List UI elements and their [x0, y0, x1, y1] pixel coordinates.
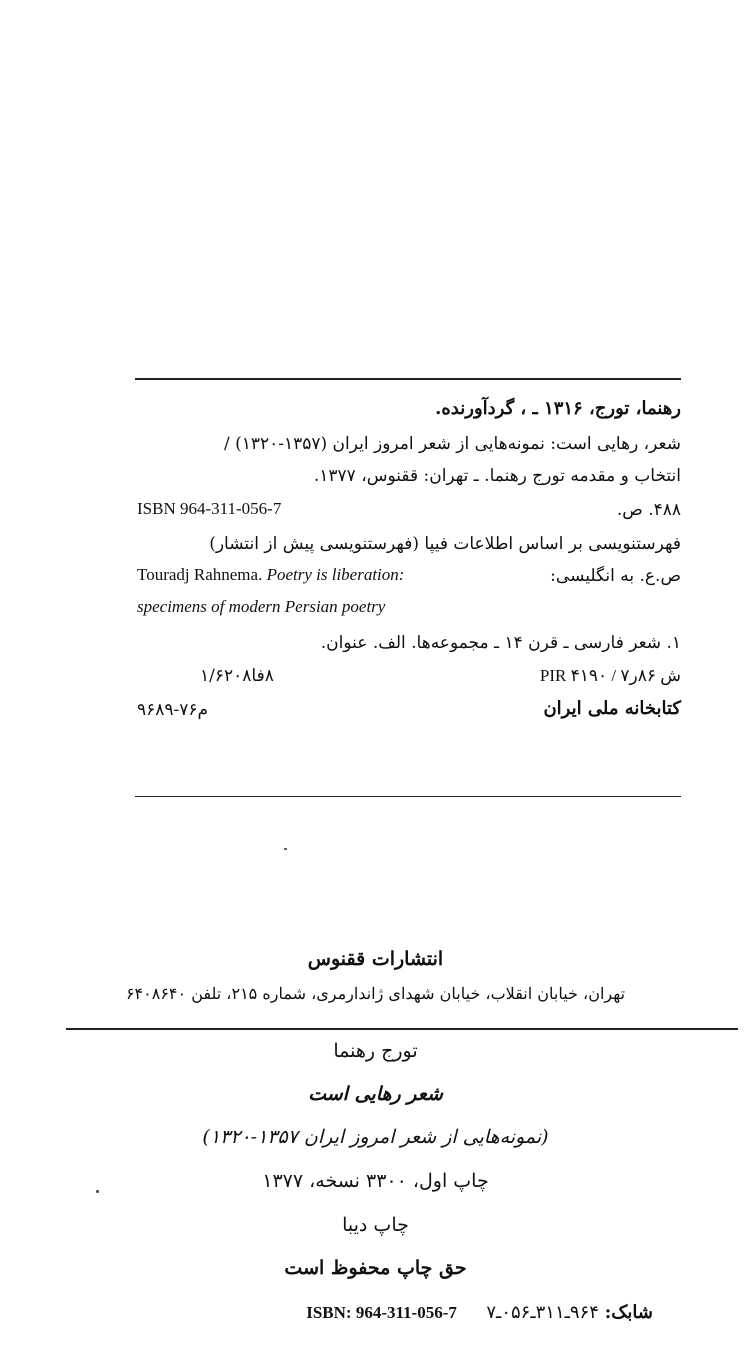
catalog-pages: ۴۸۸. ص.: [616, 500, 681, 520]
catalog-isbn: ISBN 964-311-056-7: [137, 499, 282, 518]
publisher-name: انتشارات ققنوس: [307, 948, 444, 970]
imprint-rights: حق چاپ محفوظ است: [284, 1257, 467, 1279]
imprint-shabak-label: شابک:: [604, 1302, 653, 1323]
catalog-english-title-line: [137, 565, 404, 585]
catalog-class-right: PIR ۴۱۹۰ / ۷ش ۸۶ر: [539, 666, 681, 685]
english-title-plain: Touradj Rahnema.: [137, 565, 263, 584]
imprint-printer: چاپ دیبا: [342, 1214, 409, 1236]
imprint-subtitle: (نمونه‌هایی از شعر امروز ایران ۱۳۵۷-۱۳۲۰): [202, 1126, 549, 1148]
imprint-title: شعر رهایی است: [308, 1083, 443, 1105]
stray-mark: [284, 848, 287, 850]
imprint-shabak-line: [306, 1302, 653, 1323]
catalog-subjects: ۱. شعر فارسی ـ قرن ۱۴ ـ مجموعه‌ها. الف. عنوان.: [320, 633, 681, 653]
catalog-author-line: رهنما، تورج، ۱۳۱۶ ـ ، گردآورنده.: [435, 398, 681, 419]
catalog-top-rule: [135, 378, 681, 380]
stray-dot: [96, 1190, 99, 1193]
catalog-class-left: ۸فا۱/۶۲۰۸: [200, 666, 274, 686]
publisher-rule: [66, 1028, 738, 1030]
imprint-author: تورج رهنما: [333, 1040, 418, 1062]
imprint-shabak-value: ۹۶۴ـ۳۱۱ـ۰۵۶ـ۷: [486, 1302, 599, 1323]
catalog-bottom-rule: [135, 796, 681, 797]
english-title-italic-2: specimens of modern Persian poetry: [137, 597, 386, 616]
catalog-title-line-1: شعر، رهایی است: نمونه‌هایی از شعر امروز ایران (۱۳۵۷-۱۳۲۰) /: [223, 434, 681, 454]
imprint-edition: چاپ اول، ۳۳۰۰ نسخه، ۱۳۷۷: [262, 1170, 489, 1192]
english-title-italic-1: Poetry is liberation:: [266, 565, 405, 584]
imprint-isbn: ISBN: 964-311-056-7: [306, 1303, 457, 1322]
catalog-title-line-2: انتخاب و مقدمه تورج رهنما. ـ تهران: ققنوس، ۱۳۷۷.: [313, 466, 681, 486]
catalog-library: کتابخانه ملی ایران: [543, 698, 681, 719]
catalog-english-prefix: ص.ع. به انگلیسی:: [550, 566, 681, 586]
publisher-address: تهران، خیابان انقلاب، خیابان شهدای ژاندارمری، شماره ۲۱۵، تلفن ۶۴۰۸۶۴۰: [125, 984, 626, 1003]
catalog-fipa-note: فهرستنویسی بر اساس اطلاعات فیپا (فهرستنویسی پیش از انتشار): [209, 534, 681, 554]
catalog-library-code: م۷۶-۹۶۸۹: [137, 700, 209, 720]
